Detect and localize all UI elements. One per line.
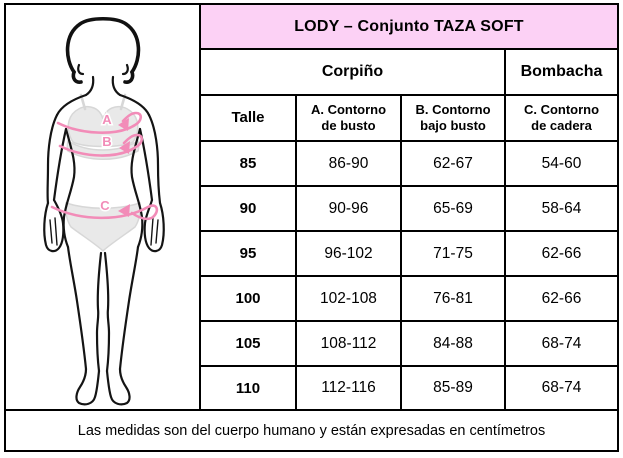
cadera-cell: 62-66 bbox=[505, 276, 617, 321]
size-table bbox=[201, 5, 617, 409]
bajo-busto-cell: 76-81 bbox=[401, 276, 505, 321]
column-header-bajo-busto bbox=[401, 95, 505, 141]
column-header-cadera-line1: C. Contorno bbox=[523, 102, 600, 118]
size-table-wrap bbox=[201, 5, 617, 409]
busto-cell: 108-112 bbox=[296, 321, 401, 366]
bajo-busto-cell: 71-75 bbox=[401, 231, 505, 276]
foot-right bbox=[107, 369, 130, 404]
talle-cell: 95 bbox=[201, 231, 296, 276]
column-header-cadera bbox=[505, 95, 617, 141]
group-header-row bbox=[201, 49, 617, 95]
column-header-bajo-busto-line1: B. Contorno bbox=[415, 102, 491, 118]
table-row bbox=[201, 366, 617, 409]
cadera-cell: 54-60 bbox=[505, 141, 617, 186]
ear-left bbox=[78, 65, 83, 74]
body-figure-panel bbox=[6, 5, 201, 409]
column-header-talle-text: Talle bbox=[231, 109, 265, 126]
hand-left-fingers bbox=[50, 218, 57, 245]
talle-cell: 100 bbox=[201, 276, 296, 321]
column-header-bajo-busto-line2: bajo busto bbox=[420, 118, 486, 133]
column-header-row bbox=[201, 95, 617, 141]
column-header-cadera-line2: de cadera bbox=[531, 118, 592, 133]
size-chart-sheet bbox=[4, 3, 619, 452]
column-header-busto-line2: de busto bbox=[321, 118, 376, 133]
group-header-bombacha: Bombacha bbox=[505, 49, 617, 95]
bajo-busto-cell: 85-89 bbox=[401, 366, 505, 409]
measure-label-b: B bbox=[102, 134, 112, 149]
chart-top-section bbox=[6, 5, 617, 409]
leg-outer-right bbox=[120, 247, 138, 369]
leg-inner-right bbox=[105, 253, 109, 371]
busto-cell: 112-116 bbox=[296, 366, 401, 409]
footnote-text: Las medidas son del cuerpo humano y están expresadas en centímetros bbox=[77, 422, 546, 439]
ear-right bbox=[123, 65, 128, 74]
female-body-figure-icon bbox=[6, 5, 199, 409]
neck-left bbox=[86, 77, 93, 95]
column-header-talle bbox=[201, 95, 296, 141]
talle-cell: 110 bbox=[201, 366, 296, 409]
hair-outline bbox=[68, 19, 139, 72]
talle-cell: 105 bbox=[201, 321, 296, 366]
footnote-bar bbox=[6, 409, 617, 450]
foot-left bbox=[76, 369, 99, 404]
busto-cell: 86-90 bbox=[296, 141, 401, 186]
column-header-busto bbox=[296, 95, 401, 141]
group-header-corpino: Corpiño bbox=[201, 49, 505, 95]
leg-outer-left bbox=[68, 247, 86, 369]
measure-label-a: A bbox=[102, 112, 112, 127]
cadera-cell: 68-74 bbox=[505, 321, 617, 366]
cadera-cell: 62-66 bbox=[505, 231, 617, 276]
neck-right bbox=[113, 77, 120, 95]
table-row bbox=[201, 321, 617, 366]
hand-right-fingers bbox=[151, 218, 158, 245]
table-row bbox=[201, 276, 617, 321]
talle-cell: 85 bbox=[201, 141, 296, 186]
cadera-cell: 68-74 bbox=[505, 366, 617, 409]
arm-inner-left bbox=[54, 129, 66, 200]
table-row bbox=[201, 141, 617, 186]
bajo-busto-cell: 62-67 bbox=[401, 141, 505, 186]
busto-cell: 102-108 bbox=[296, 276, 401, 321]
bajo-busto-cell: 84-88 bbox=[401, 321, 505, 366]
measure-label-c: C bbox=[100, 198, 110, 213]
page-title: LODY – Conjunto TAZA SOFT bbox=[201, 5, 617, 49]
column-header-busto-line1: A. Contorno bbox=[310, 102, 387, 118]
cadera-cell: 58-64 bbox=[505, 186, 617, 231]
talle-cell: 90 bbox=[201, 186, 296, 231]
table-title-row bbox=[201, 5, 617, 49]
table-row bbox=[201, 186, 617, 231]
table-row bbox=[201, 231, 617, 276]
busto-cell: 90-96 bbox=[296, 186, 401, 231]
bajo-busto-cell: 65-69 bbox=[401, 186, 505, 231]
busto-cell: 96-102 bbox=[296, 231, 401, 276]
leg-inner-left bbox=[97, 253, 101, 371]
